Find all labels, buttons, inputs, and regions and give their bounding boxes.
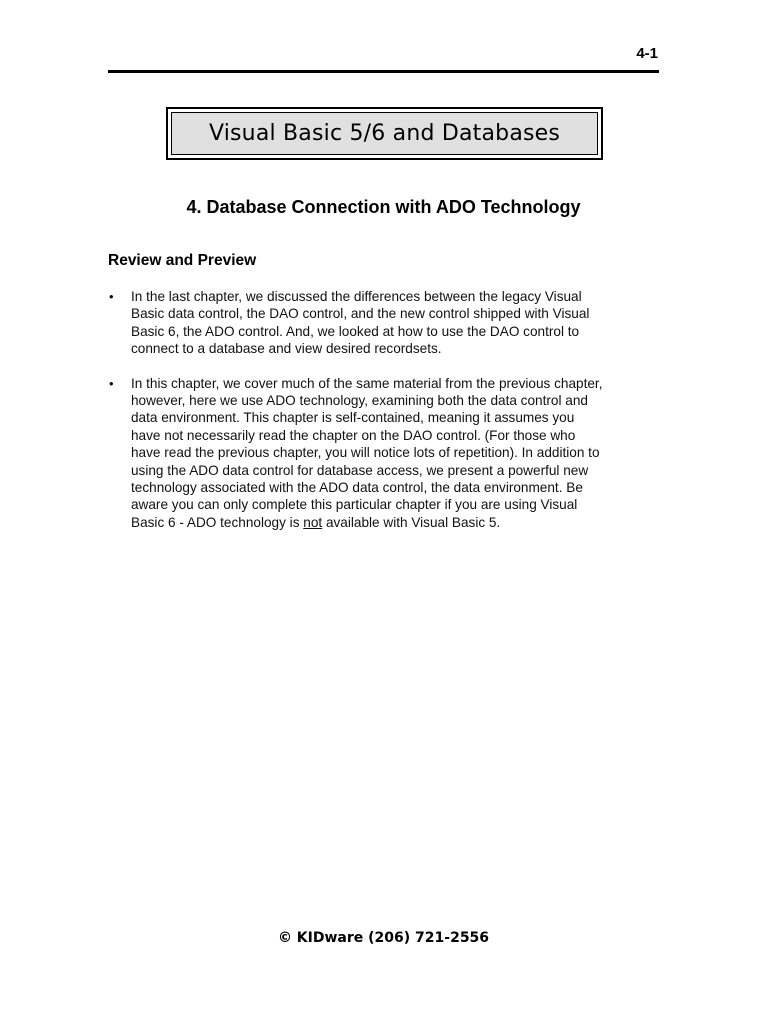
- book-title: Visual Basic 5/6 and Databases: [208, 121, 561, 146]
- bullet-line: have read the previous chapter, you will notice lots of repetition). In addition to: [131, 445, 600, 461]
- header-rule: [108, 70, 659, 73]
- title-box: [166, 107, 603, 160]
- bullet-list: [108, 288, 663, 531]
- bullet-text: [131, 375, 663, 532]
- chapter-title: 4. Database Connection with ADO Technology: [186, 197, 581, 217]
- bullet-line: connect to a database and view desired recordsets.: [131, 341, 442, 357]
- bullet-line: however, here we use ADO technology, examining both the data control and: [131, 393, 588, 409]
- section-heading: Review and Preview: [108, 252, 257, 269]
- bullet-line: In the last chapter, we discussed the differences between the legacy Visual: [131, 289, 582, 304]
- bullet-line: Basic 6, the ADO control. And, we looked at how to use the DAO control to: [131, 323, 580, 339]
- bullet-line: Basic data control, the DAO control, and the new control shipped with Visual: [131, 306, 590, 322]
- bullet-item: [108, 288, 663, 358]
- bullet-line: In this chapter, we cover much of the same material from the previous chapter,: [131, 375, 603, 391]
- bullet-last-line: [131, 514, 663, 531]
- bullet-line-start: Basic 6 - ADO technology is: [131, 514, 304, 530]
- bullet-line: have not necessarily read the chapter on the DAO control. (For those who: [131, 427, 576, 443]
- emphasized-word: not: [303, 514, 323, 530]
- bullet-line: data environment. This chapter is self-contained, meaning it assumes you: [131, 410, 575, 426]
- bullet-item: [108, 375, 663, 532]
- bullet-line-end: available with Visual Basic 5.: [322, 514, 501, 530]
- bullet-line: aware you can only complete this particular chapter if you are using Visual: [131, 497, 578, 513]
- footer-copyright: © KIDware (206) 721-2556: [277, 930, 490, 946]
- bullet-icon: •: [109, 289, 114, 304]
- bullet-icon: •: [109, 375, 114, 391]
- bullet-line: technology associated with the ADO data control, the data environment. Be: [131, 480, 583, 496]
- page-number: 4-1: [636, 45, 658, 62]
- title-box-inner: [171, 112, 598, 155]
- bullet-line: using the ADO data control for database access, we present a powerful new: [131, 462, 589, 478]
- bullet-text: [131, 288, 663, 358]
